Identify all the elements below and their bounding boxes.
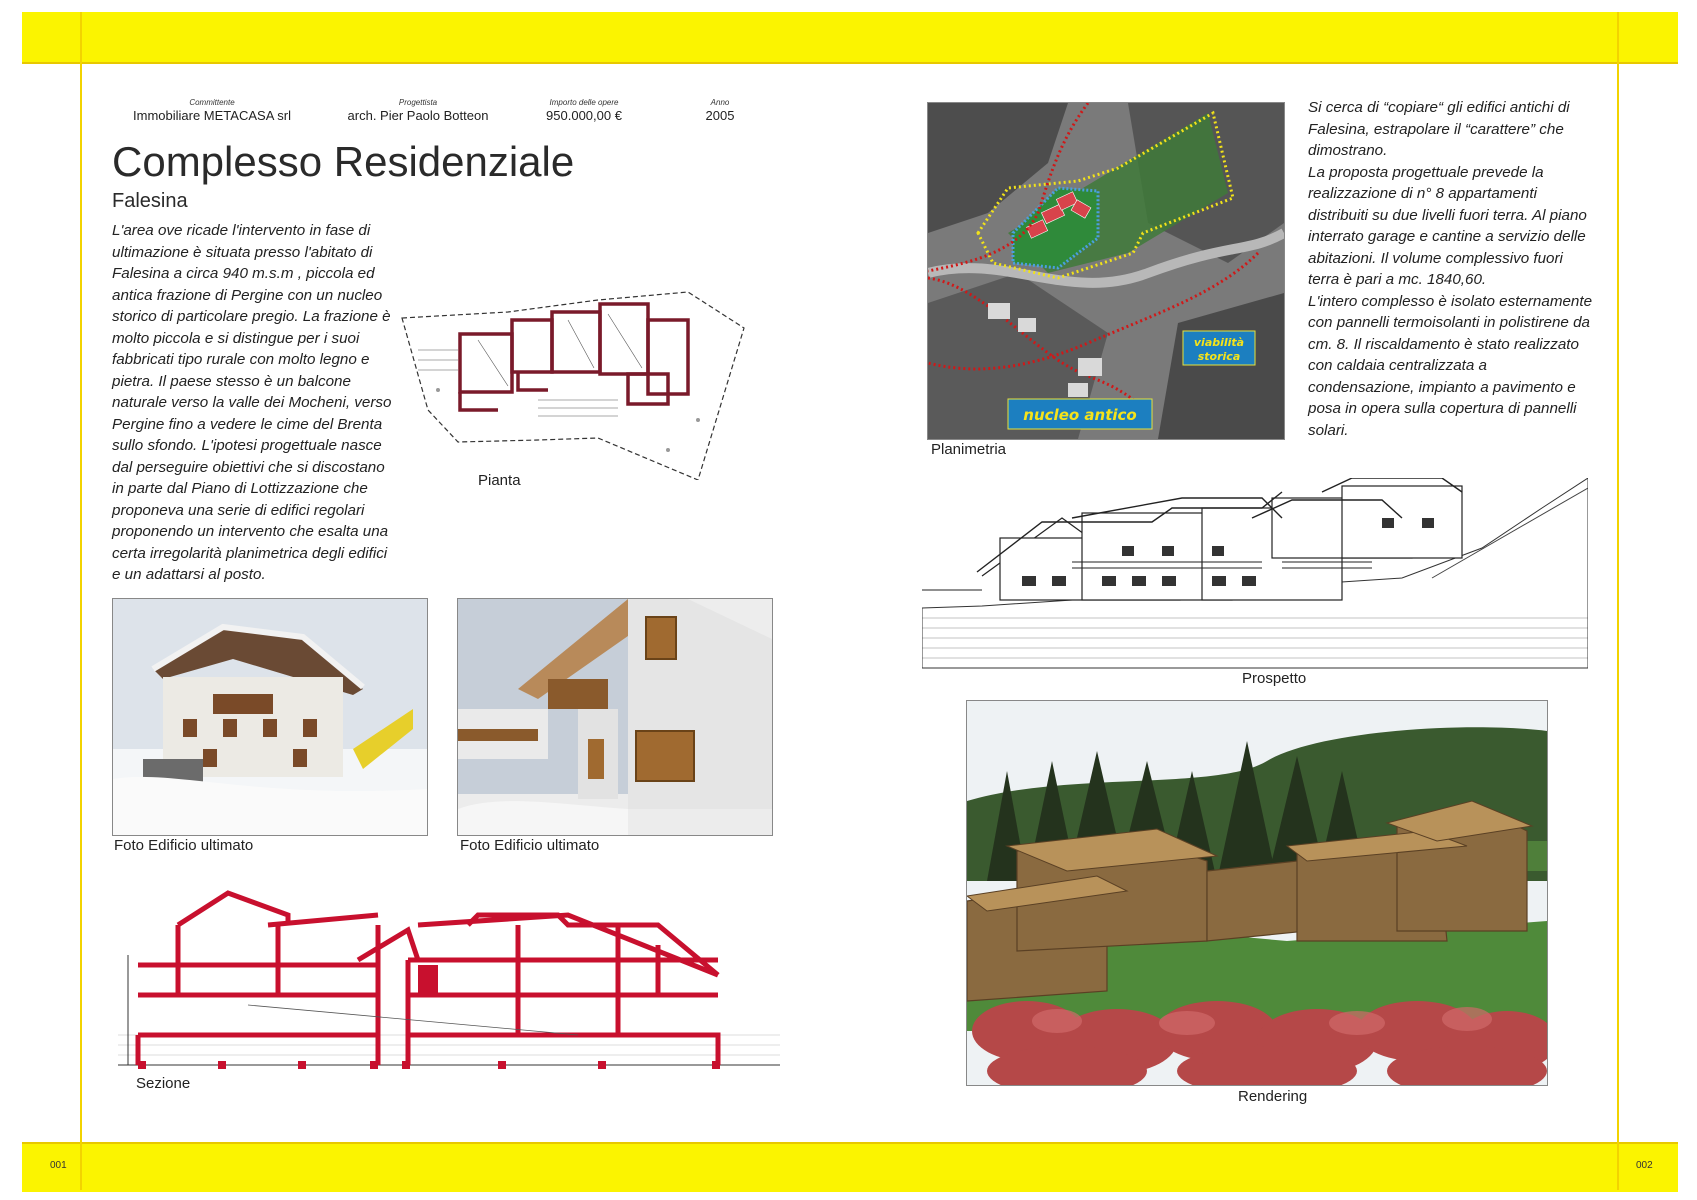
- text-line: con caldaia centralizzata a: [1308, 357, 1487, 374]
- text-line: La proposta progettuale prevede la: [1308, 163, 1544, 181]
- caption-planimetria: Planimetria: [931, 441, 1007, 458]
- text-line: realizzazione di n° 8 appartamenti: [1308, 185, 1537, 202]
- section-drawing: [118, 885, 780, 1085]
- text-line: condensazione, impianto a pavimento e: [1308, 378, 1576, 396]
- text-line: dal perseguire obiettivi che si discostano: [112, 458, 385, 476]
- text-line: proponendo un intervento che esalta una: [112, 523, 389, 540]
- text-line: cm. 8. Il riscaldamento è stato realizzato: [1308, 335, 1579, 353]
- text-line: molto piccola e si distingue per i suoi: [112, 329, 360, 347]
- page-title: Complesso Residenziale: [112, 138, 575, 185]
- text-line: interrato garage e cantine a servizio delle: [1308, 228, 1586, 245]
- caption-rendering: Rendering: [1238, 1088, 1308, 1105]
- floor-plan-drawing: [398, 290, 748, 480]
- caption-foto-2: Foto Edificio ultimato: [460, 837, 600, 854]
- caption-foto-1: Foto Edificio ultimato: [114, 837, 254, 854]
- text-line: L'intero complesso è isolato esternamente: [1308, 292, 1593, 310]
- importo-label: Importo delle opere: [549, 98, 619, 107]
- committente-value: Immobiliare METACASA srl: [133, 108, 291, 123]
- text-line: posa in opera sulla copertura di pannelli: [1308, 400, 1577, 417]
- text-line: naturale verso la valle dei Mocheni, verso: [112, 394, 392, 411]
- text-line: pietra. Il paese stesso è un balcone: [112, 372, 351, 390]
- right-margin-line: [1617, 12, 1619, 1190]
- rendering-image: [966, 700, 1548, 1086]
- left-margin-line: [80, 12, 82, 1190]
- caption-sezione: Sezione: [136, 1075, 191, 1092]
- caption-prospetto: Prospetto: [1242, 670, 1307, 687]
- map-label-nucleo: nucleo antico: [1023, 406, 1137, 424]
- text-line: antica frazione di Pergine con un nucleo: [112, 286, 383, 304]
- importo-block: [524, 98, 644, 123]
- progettista-value: arch. Pier Paolo Botteon: [347, 108, 489, 123]
- map-label-storica: storica: [1197, 350, 1241, 363]
- page-subtitle: Falesina: [112, 190, 188, 212]
- right-body-text: [1308, 97, 1598, 441]
- committente-block: [112, 98, 312, 123]
- text-line: solari.: [1308, 421, 1349, 439]
- caption-pianta: Pianta: [478, 472, 521, 489]
- text-line: Falesina, estrapolare il “carattere” che: [1308, 120, 1564, 138]
- text-line: ultimazione è situata presso l'abitato di: [112, 243, 373, 261]
- progettista-label: Progettista: [398, 98, 438, 107]
- elevation-drawing: [922, 478, 1588, 670]
- text-line: e un adattarsi al posto.: [112, 566, 266, 583]
- text-line: con pannelli termoisolanti in polistirene da: [1308, 314, 1590, 331]
- text-line: abitazioni. Il volume complessivo fuori: [1308, 249, 1563, 267]
- photo-building-1: [112, 598, 428, 836]
- text-line: dimostrano.: [1308, 142, 1388, 159]
- text-line: Falesina a circa 940 m.s.m , piccola ed: [112, 265, 375, 282]
- anno-label: Anno: [710, 98, 730, 107]
- text-line: L'area ove ricade l'intervento in fase di: [112, 222, 371, 239]
- left-body-text: [112, 220, 402, 586]
- text-line: Pergine fino a vedere le cime del Brenta: [112, 415, 383, 433]
- text-line: storico di particolare pregio. La frazione è: [112, 308, 391, 325]
- text-line: proponeva una serie di edifici regolari: [112, 501, 365, 519]
- text-line: terra è pari a mc. 1840,60.: [1308, 271, 1487, 288]
- progettista-block: [318, 98, 518, 123]
- text-line: fabbricati tipo rurale con molto legno e: [112, 351, 370, 368]
- text-line: distribuiti su due livelli fuori terra. Al piano: [1308, 206, 1587, 224]
- aerial-map-image: [927, 102, 1285, 440]
- page-number-right: 002: [1636, 1160, 1653, 1171]
- photo-building-2: [457, 598, 773, 836]
- anno-value: 2005: [705, 108, 735, 123]
- anno-block: [688, 98, 752, 123]
- text-line: sullo sfondo. L'ipotesi progettuale nasce: [112, 437, 382, 454]
- top-band: [22, 12, 1678, 64]
- text-line: certa irregolarità planimetrica degli edifici: [112, 544, 388, 562]
- bottom-band: [22, 1142, 1678, 1192]
- page-number-left: 001: [50, 1160, 67, 1171]
- map-label-viabilita: viabilità: [1193, 336, 1245, 349]
- text-line: Si cerca di “copiare“ gli edifici antichi di: [1308, 99, 1570, 116]
- committente-label: Committente: [189, 98, 235, 107]
- importo-value: 950.000,00 €: [546, 108, 622, 123]
- text-line: in parte dal Piano di Lottizzazione che: [112, 480, 368, 497]
